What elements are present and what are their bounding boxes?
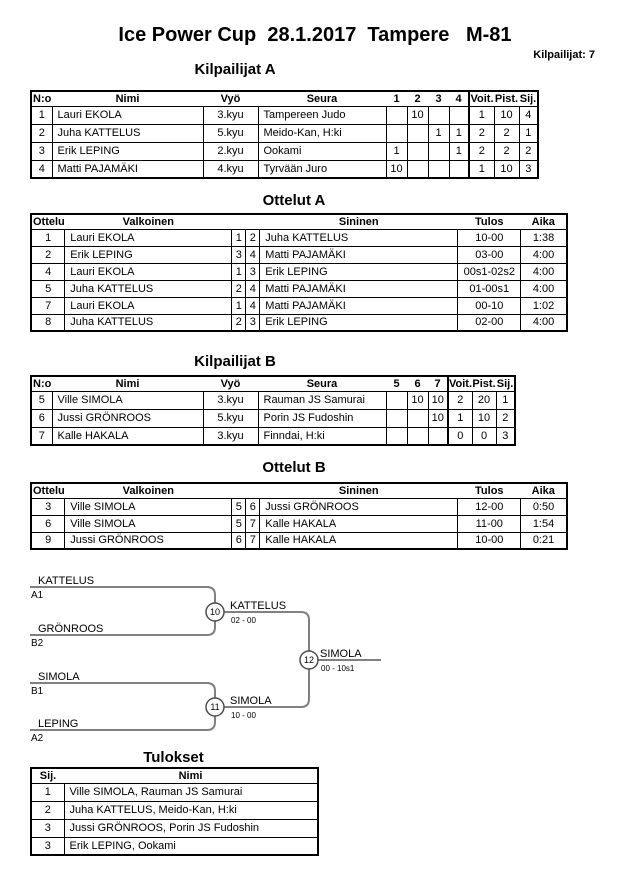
cell-round-1: 1 — [386, 142, 407, 160]
result-row — [31, 783, 318, 801]
cell-nimi: Matti PAJAMÄKI — [52, 160, 203, 178]
header-row — [31, 91, 538, 106]
cell-score: 10-00 — [458, 229, 521, 246]
cell-round-6 — [407, 409, 428, 427]
column-header-sij: Sij. — [496, 377, 514, 390]
cell-round-4: 1 — [449, 124, 469, 142]
cell-round-6 — [407, 427, 428, 445]
bracket-seed-label: A1 — [31, 590, 44, 601]
cell-sij: 1 — [31, 783, 64, 801]
cell-white-name: Lauri EKOLA — [65, 297, 232, 314]
column-header-valkoinen: Valkoinen — [65, 483, 232, 498]
tulokset-heading: Tulokset — [143, 749, 204, 766]
cell-nimi: Erik LEPING, Ookami — [64, 837, 318, 855]
match-row — [31, 532, 567, 549]
column-header-pist: Pist. — [494, 92, 519, 105]
cell-vyo: 3.kyu — [203, 427, 258, 445]
match-row — [31, 246, 567, 263]
cell-sij: 3 — [519, 160, 538, 178]
competitor-count-label: Kilpailijat: 7 — [533, 49, 595, 61]
cell-white-no: 1 — [232, 297, 246, 314]
cell-blue-name: Jussi GRÖNROOS — [260, 498, 458, 515]
cell-white-name: Erik LEPING — [65, 246, 232, 263]
cell-sij: 2 — [496, 409, 515, 427]
cell-sij: 3 — [496, 427, 515, 445]
bracket-seed-label: A2 — [31, 733, 44, 744]
cell-round-2 — [407, 160, 428, 178]
column-header-no: N:o — [33, 92, 52, 105]
column-header-3: 3 — [428, 91, 449, 106]
match-row — [31, 314, 567, 331]
cell-time: 0:21 — [521, 532, 567, 549]
column-header-white-no — [232, 214, 246, 229]
cell-sij: 3 — [31, 837, 64, 855]
cell-white-name: Jussi GRÖNROOS — [65, 532, 232, 549]
result-row — [31, 837, 318, 855]
cell-match-no: 8 — [31, 314, 65, 331]
cell-round-5 — [386, 427, 407, 445]
cell-vyo: 3.kyu — [203, 106, 258, 124]
cell-white-name: Lauri EKOLA — [65, 229, 232, 246]
bracket-player-name: KATTELUS — [38, 575, 95, 587]
cell-round-3 — [428, 160, 449, 178]
cell-nimi: Lauri EKOLA — [52, 106, 203, 124]
cell-nimi: Jussi GRÖNROOS, Porin JS Fudoshin — [64, 819, 318, 837]
page-title: Ice Power Cup 28.1.2017 Tampere M-81 — [118, 24, 512, 46]
match-row — [31, 498, 567, 515]
cell-round-7: 10 — [428, 391, 448, 409]
cell-voit: 2 — [448, 391, 472, 409]
column-header-2: 2 — [407, 91, 428, 106]
cell-voit: 1 — [469, 106, 494, 124]
competitor-row — [31, 124, 538, 142]
cell-pist: 10 — [472, 409, 496, 427]
column-header-ottelu: Ottelu — [33, 484, 65, 497]
cell-nimi: Juha KATTELUS, Meido-Kan, H:ki — [64, 801, 318, 819]
cell-blue-name: Erik LEPING — [260, 263, 458, 280]
cell-round-6: 10 — [407, 391, 428, 409]
cell-blue-no: 3 — [246, 263, 260, 280]
ottelut-a-table — [30, 213, 568, 332]
cell-round-2: 10 — [407, 106, 428, 124]
column-header-blue-no — [246, 214, 260, 229]
cell-round-1: 10 — [386, 160, 407, 178]
column-header-blue-no — [246, 483, 260, 498]
cell-time: 0:50 — [521, 498, 567, 515]
cell-time: 1:54 — [521, 515, 567, 532]
cell-match-no: 2 — [31, 246, 65, 263]
cell-white-no: 6 — [232, 532, 246, 549]
cell-score: 10-00 — [458, 532, 521, 549]
column-header-sininen: Sininen — [260, 214, 458, 229]
cell-round-2 — [407, 124, 428, 142]
cell-match-no: 3 — [31, 498, 65, 515]
cell-nimi: Juha KATTELUS — [52, 124, 203, 142]
header-row — [31, 376, 515, 391]
elimination-bracket-diagram — [0, 560, 630, 760]
kilpailijat-a-table — [30, 90, 539, 179]
cell-seura: Porin JS Fudoshin — [258, 409, 386, 427]
column-header-4: 4 — [449, 91, 469, 106]
column-header-aika: Aika — [521, 214, 567, 229]
cell-no: 6 — [31, 409, 52, 427]
column-header-vyo: Vyö — [203, 91, 258, 106]
competitor-row — [31, 427, 515, 445]
column-header-nimi: Nimi — [64, 768, 318, 783]
cell-voit: 0 — [448, 427, 472, 445]
cell-round-1 — [386, 106, 407, 124]
cell-round-7: 10 — [428, 409, 448, 427]
cell-blue-name: Matti PAJAMÄKI — [260, 297, 458, 314]
cell-nimi: Jussi GRÖNROOS — [52, 409, 203, 427]
cell-score: 00-10 — [458, 297, 521, 314]
match-number: 12 — [303, 655, 315, 665]
bracket-seed-label: B1 — [31, 686, 44, 697]
cell-round-4 — [449, 160, 469, 178]
cell-nimi: Ville SIMOLA, Rauman JS Samurai — [64, 783, 318, 801]
cell-voit: 1 — [469, 160, 494, 178]
competitor-row — [31, 106, 538, 124]
cell-round-2 — [407, 142, 428, 160]
cell-pist: 2 — [494, 142, 519, 160]
cell-score: 03-00 — [458, 246, 521, 263]
column-header-voit: Voit. — [449, 377, 473, 390]
header-row — [31, 483, 567, 498]
cell-time: 4:00 — [521, 246, 567, 263]
cell-sij: 2 — [519, 142, 538, 160]
cell-no: 7 — [31, 427, 52, 445]
cell-white-name: Juha KATTELUS — [65, 314, 232, 331]
cell-round-5 — [386, 409, 407, 427]
cell-vyo: 5.kyu — [203, 409, 258, 427]
cell-match-no: 1 — [31, 229, 65, 246]
cell-score: 01-00s1 — [458, 280, 521, 297]
cell-sij: 1 — [519, 124, 538, 142]
match-row — [31, 263, 567, 280]
cell-time: 1:02 — [521, 297, 567, 314]
cell-voit: 2 — [469, 142, 494, 160]
cell-round-5 — [386, 391, 407, 409]
cell-nimi: Kalle HAKALA — [52, 427, 203, 445]
header-row — [31, 768, 318, 783]
bracket-match-score: 10 - 00 — [231, 711, 256, 720]
competitor-row — [31, 142, 538, 160]
column-header-voit: Voit. — [470, 92, 494, 105]
cell-match-no: 9 — [31, 532, 65, 549]
cell-seura: Finndai, H:ki — [258, 427, 386, 445]
bracket-match-score: 00 - 10s1 — [321, 664, 355, 673]
column-header-pist: Pist. — [472, 377, 496, 390]
column-header-seura: Seura — [258, 91, 386, 106]
cell-blue-name: Kalle HAKALA — [260, 532, 458, 549]
cell-blue-name: Juha KATTELUS — [260, 229, 458, 246]
cell-match-no: 4 — [31, 263, 65, 280]
column-header-ottelu: Ottelu — [33, 215, 65, 228]
cell-score: 12-00 — [458, 498, 521, 515]
column-header-1: 1 — [386, 91, 407, 106]
cell-score: 00s1-02s2 — [458, 263, 521, 280]
cell-round-1 — [386, 124, 407, 142]
column-header-seura: Seura — [258, 376, 386, 391]
kilpailijat-b-table — [30, 375, 516, 446]
cell-vyo: 2.kyu — [203, 142, 258, 160]
cell-white-name: Ville SIMOLA — [65, 498, 232, 515]
cell-blue-name: Matti PAJAMÄKI — [260, 246, 458, 263]
match-number: 11 — [210, 702, 220, 712]
cell-blue-no: 4 — [246, 246, 260, 263]
column-header-sij: Sij. — [31, 768, 64, 783]
column-header-aika: Aika — [521, 483, 567, 498]
cell-blue-no: 3 — [246, 314, 260, 331]
cell-blue-no: 4 — [246, 280, 260, 297]
bracket-player-name: GRÖNROOS — [38, 623, 104, 635]
bracket-winner-name: KATTELUS — [230, 600, 287, 612]
cell-seura: Rauman JS Samurai — [258, 391, 386, 409]
cell-round-4 — [449, 106, 469, 124]
bracket-winner-name: SIMOLA — [230, 695, 272, 707]
cell-white-name: Lauri EKOLA — [65, 263, 232, 280]
column-header-6: 6 — [407, 376, 428, 391]
bracket-line-final — [224, 612, 309, 707]
cell-no: 5 — [31, 391, 52, 409]
column-header-valkoinen: Valkoinen — [65, 214, 232, 229]
column-header-tulos: Tulos — [458, 483, 521, 498]
cell-pist: 0 — [472, 427, 496, 445]
cell-time: 4:00 — [521, 314, 567, 331]
match-number: 10 — [209, 607, 221, 617]
cell-blue-name: Matti PAJAMÄKI — [260, 280, 458, 297]
bracket-match-score: 02 - 00 — [231, 616, 256, 625]
match-row — [31, 229, 567, 246]
cell-voit: 2 — [469, 124, 494, 142]
cell-time: 1:38 — [521, 229, 567, 246]
cell-vyo: 4.kyu — [203, 160, 258, 178]
cell-no: 4 — [31, 160, 52, 178]
cell-seura: Ookami — [258, 142, 386, 160]
cell-vyo: 5.kyu — [203, 124, 258, 142]
cell-white-no: 3 — [232, 246, 246, 263]
ottelut-b-heading: Ottelut B — [262, 459, 326, 476]
cell-white-no: 2 — [232, 314, 246, 331]
column-header-7: 7 — [428, 376, 448, 391]
match-row — [31, 515, 567, 532]
cell-no: 2 — [31, 124, 52, 142]
cell-seura: Tyrvään Juro — [258, 160, 386, 178]
column-header-white-no — [232, 483, 246, 498]
cell-vyo: 3.kyu — [203, 391, 258, 409]
cell-white-no: 1 — [232, 263, 246, 280]
cell-round-3: 1 — [428, 124, 449, 142]
cell-white-no: 5 — [232, 515, 246, 532]
bracket-winner-name: SIMOLA — [320, 648, 362, 660]
cell-white-name: Ville SIMOLA — [65, 515, 232, 532]
cell-blue-no: 2 — [246, 229, 260, 246]
cell-match-no: 5 — [31, 280, 65, 297]
cell-pist: 20 — [472, 391, 496, 409]
cell-pist: 2 — [494, 124, 519, 142]
cell-seura: Meido-Kan, H:ki — [258, 124, 386, 142]
cell-blue-no: 7 — [246, 515, 260, 532]
cell-white-no: 5 — [232, 498, 246, 515]
column-header-nimi: Nimi — [52, 91, 203, 106]
bracket-player-name: LEPING — [38, 718, 79, 730]
cell-nimi: Ville SIMOLA — [52, 391, 203, 409]
cell-white-no: 1 — [232, 229, 246, 246]
cell-score: 11-00 — [458, 515, 521, 532]
column-header-tulos: Tulos — [458, 214, 521, 229]
cell-seura: Tampereen Judo — [258, 106, 386, 124]
cell-pist: 10 — [494, 160, 519, 178]
cell-sij: 2 — [31, 801, 64, 819]
kilpailijat-b-heading: Kilpailijat B — [194, 353, 276, 370]
ottelut-a-heading: Ottelut A — [262, 192, 326, 209]
bracket-player-name: SIMOLA — [38, 671, 80, 683]
column-header-5: 5 — [386, 376, 407, 391]
cell-round-7 — [428, 427, 448, 445]
cell-no: 1 — [31, 106, 52, 124]
cell-voit: 1 — [448, 409, 472, 427]
competitor-row — [31, 409, 515, 427]
cell-round-4: 1 — [449, 142, 469, 160]
cell-score: 02-00 — [458, 314, 521, 331]
kilpailijat-a-heading: Kilpailijat A — [194, 61, 276, 78]
competitor-row — [31, 160, 538, 178]
cell-pist: 10 — [494, 106, 519, 124]
cell-no: 3 — [31, 142, 52, 160]
bracket-seed-label: B2 — [31, 638, 44, 649]
match-row — [31, 280, 567, 297]
cell-match-no: 6 — [31, 515, 65, 532]
cell-blue-name: Kalle HAKALA — [260, 515, 458, 532]
column-header-no: N:o — [33, 377, 52, 390]
cell-nimi: Erik LEPING — [52, 142, 203, 160]
cell-sij: 4 — [519, 106, 538, 124]
cell-blue-no: 4 — [246, 297, 260, 314]
cell-white-name: Juha KATTELUS — [65, 280, 232, 297]
column-header-sij: Sij. — [519, 92, 537, 105]
cell-white-no: 2 — [232, 280, 246, 297]
cell-blue-name: Erik LEPING — [260, 314, 458, 331]
cell-round-3 — [428, 142, 449, 160]
column-header-vyo: Vyö — [203, 376, 258, 391]
header-row — [31, 214, 567, 229]
cell-time: 4:00 — [521, 280, 567, 297]
cell-sij: 1 — [496, 391, 515, 409]
competitor-row — [31, 391, 515, 409]
cell-blue-no: 6 — [246, 498, 260, 515]
cell-round-3 — [428, 106, 449, 124]
ottelut-b-table — [30, 482, 568, 550]
column-header-nimi: Nimi — [52, 376, 203, 391]
match-row — [31, 297, 567, 314]
column-header-sininen: Sininen — [260, 483, 458, 498]
cell-time: 4:00 — [521, 263, 567, 280]
cell-blue-no: 7 — [246, 532, 260, 549]
result-row — [31, 801, 318, 819]
cell-match-no: 7 — [31, 297, 65, 314]
result-row — [31, 819, 318, 837]
cell-sij: 3 — [31, 819, 64, 837]
tulokset-table — [30, 767, 319, 856]
